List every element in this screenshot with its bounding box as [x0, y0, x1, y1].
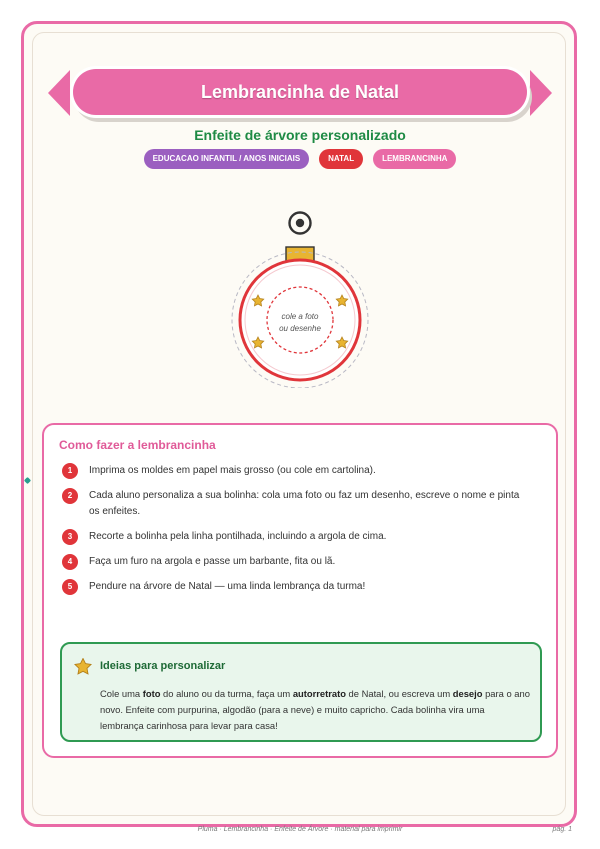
- ideas-title: Ideias para personalizar: [100, 660, 226, 672]
- step-number: 3: [62, 529, 78, 545]
- instructions-title: Como fazer a lembrancinha: [59, 438, 216, 452]
- title-banner: [48, 66, 552, 120]
- page-number: pág. 1: [552, 826, 572, 833]
- footer-text: Pluma · Lembrancinha · Enfeite de Árvore · material para imprimir: [197, 826, 403, 833]
- step-text: Faça um furo na argola e passe um barbante, fita ou lã.: [89, 556, 336, 567]
- step-text: Imprima os moldes em papel mais grosso (ou cole em cartolina).: [89, 465, 376, 476]
- tag-christmas: NATAL: [319, 149, 363, 169]
- ideas-keyword: autorretrato: [292, 688, 346, 699]
- step-item: [62, 463, 532, 479]
- page-title: Lembrancinha de Natal: [200, 81, 400, 102]
- steps-list: [62, 463, 532, 604]
- star-icon: [74, 658, 92, 676]
- ideas-text: Cole uma foto do aluno ou da turma, faça um autorretrato de Natal, ou escreva um desejo para o ano novo. Enfeite com purpurina, algodão (para a neve) e muito capricho. Cada bolinha vira uma lembrança carinhosa para levar para casa!: [100, 688, 530, 731]
- step-number: 1: [62, 463, 78, 479]
- ornament-template: [228, 208, 372, 388]
- banner-right-arrow: [530, 70, 552, 116]
- tag-list: [0, 149, 600, 169]
- tag-education-level: EDUCACAO INFANTIL / ANOS INICIAIS: [144, 149, 310, 169]
- step-number: 2: [62, 488, 78, 504]
- ideas-keyword: foto: [142, 688, 161, 699]
- ornament-hanger-loop-icon: [290, 213, 311, 234]
- banner-left-arrow: [48, 70, 70, 116]
- step-item: [62, 488, 532, 520]
- step-item: [62, 579, 532, 595]
- step-item: [62, 529, 532, 545]
- photo-placeholder-line1: cole a foto: [281, 312, 319, 321]
- step-item: [62, 554, 532, 570]
- step-text: Pendure na árvore de Natal — uma linda lembrança da turma!: [89, 581, 366, 592]
- step-text: Recorte a bolinha pela linha pontilhada, incluindo a argola de cima.: [89, 531, 387, 542]
- ideas-box: [60, 642, 542, 742]
- step-text: Cada aluno personaliza a sua bolinha: cola uma foto ou faz um desenho, escreve o nome e pinta os enfeites.: [89, 490, 520, 517]
- instructions-card: [42, 423, 558, 758]
- banner-pill-inner: [73, 69, 527, 115]
- ideas-keyword: desejo: [452, 688, 483, 699]
- photo-placeholder-line2: ou desenhe: [279, 324, 321, 333]
- banner-pill: [70, 66, 530, 118]
- step-number: 5: [62, 579, 78, 595]
- tag-souvenir: LEMBRANCINHA: [373, 149, 456, 169]
- step-number: 4: [62, 554, 78, 570]
- page-subtitle: Enfeite de árvore personalizado: [194, 127, 406, 143]
